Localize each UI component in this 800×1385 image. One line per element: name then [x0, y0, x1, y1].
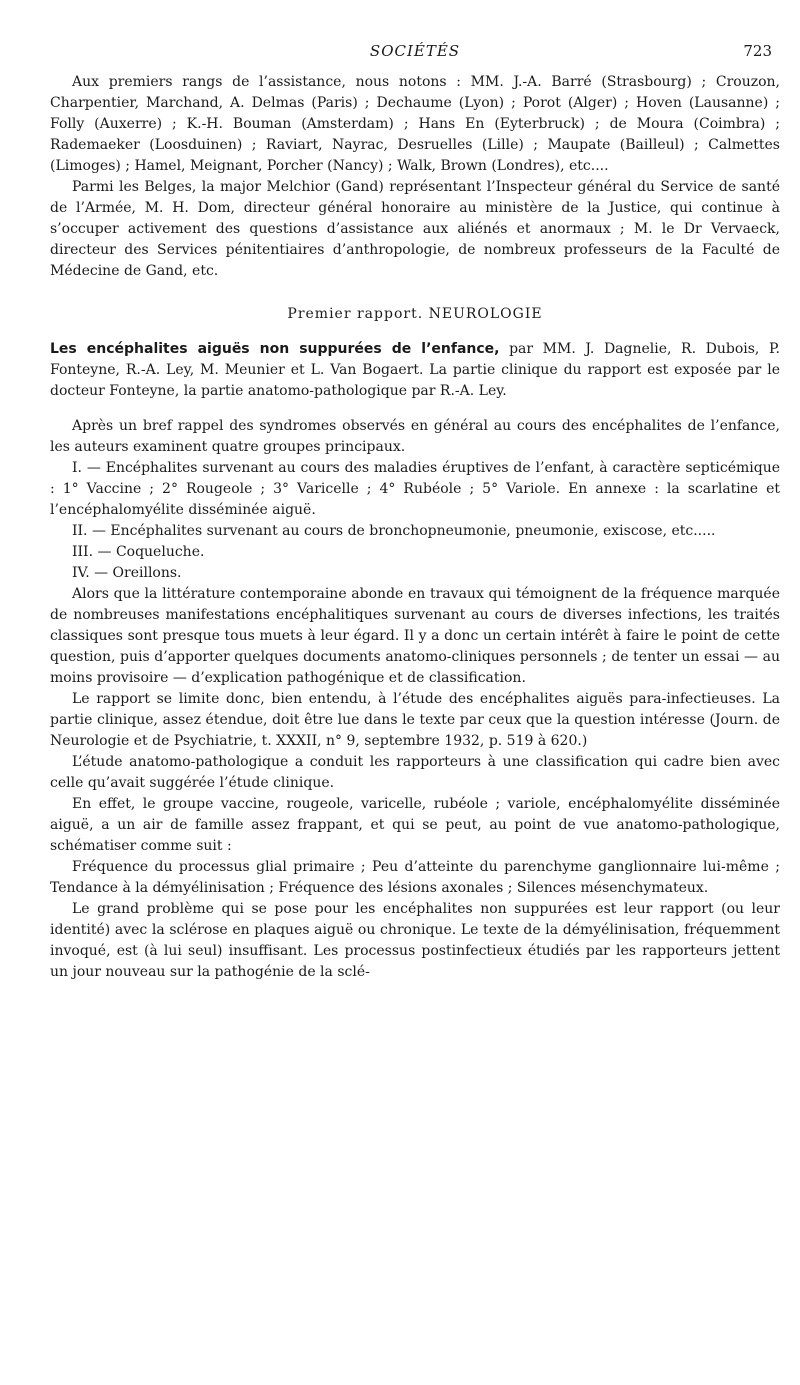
paragraph-problem: Le grand problème qui se pose pour les encéphalites non suppurées est leur rapport (ou leur identité) avec la sclérose en plaques aiguë ou chronique. Le texte de la démyélinisation, fréquemment invoqué, est (à lui seul) insuffisant. Les processus postinfectieux étudiés par les rapporteurs jettent un jour nouveau sur la pathogénie de la sclé- — [50, 901, 780, 980]
paragraph-intro: Après un bref rappel des syndromes observés en général au cours des encéphalites de l’enfance, les auteurs examinent quatre groupes principaux. — [50, 418, 780, 455]
page-number: 723 — [743, 42, 772, 60]
report-paragraph — [50, 339, 780, 402]
section-heading: Premier rapport. NEUROLOGIE — [287, 306, 543, 322]
paragraph-attendance: Aux premiers rangs de l’assistance, nous notons : MM. J.-A. Barré (Strasbourg) ; Crouzon, Charpentier, Marchand, A. Delmas (Paris) ; Dechaume (Lyon) ; Porot (Alger) ; Hoven (Lausanne) ; Folly (Auxerre) ; K.-H. Bouman (Amsterdam) ; Hans En (Eyterbruck) ; de Moura (Coimbra) ; Rademaeker (Loosduinen) ; Raviart, Nayrac, Desruelles (Lille) ; Maupate (Bailleul) ; Calmettes (Limoges) ; Hamel, Meignant, Porcher (Nancy) ; Walk, Brown (Londres), etc.... — [50, 74, 780, 174]
report-authors: par MM. J. Dagnelie, R. Dubois, P. Fonteyne, R.-A. Ley, M. Meunier et L. Van Bogaert. La partie clinique du rapport est exposée par le docteur Fonteyne, la partie anatomo-pathologique par R.-A. Ley. — [50, 341, 780, 399]
group-item: III. — Coqueluche. — [72, 544, 205, 560]
running-head — [50, 42, 780, 72]
spacer — [50, 402, 780, 416]
body-text — [50, 72, 780, 983]
paragraph-belgians: Parmi les Belges, la major Melchior (Gand) représentant l’Inspecteur général du Service de santé de l’Armée, M. H. Dom, directeur général honoraire au ministère de la Justice, qui continue à s’occuper activement des questions d’assistance aux aliénés et anormaux ; M. le Dr Vervaeck, directeur des Services pénitentiaires d’anthropologie, de nombreux professeurs de la Faculté de Médecine de Gand, etc. — [50, 179, 780, 279]
paragraph-vaccine-group: En effet, le groupe vaccine, rougeole, varicelle, rubéole ; variole, encéphalomyélite disséminée aiguë, a un air de famille assez frappant, et qui se peut, au point de vue anatomo-pathologique, schématiser comme suit : — [50, 796, 780, 854]
paragraph-literature: Alors que la littérature contemporaine abonde en travaux qui témoignent de la fréquence marquée de nombreuses manifestations encéphalitiques survenant au cours de diverses infections, les traités classiques sont presque tous muets à leur égard. Il y a donc un certain intérêt à faire le point de cette question, puis d’apporter quelques documents anatomo-cliniques personnels ; de tenter un essai — au moins provisoire — d’explication pathogénique et de classification. — [50, 586, 780, 686]
group-item: II. — Encéphalites survenant au cours de bronchopneumonie, pneumonie, exiscose, etc..... — [72, 523, 716, 539]
group-item: IV. — Oreillons. — [72, 565, 182, 581]
document-page — [50, 42, 780, 1362]
group-item: I. — Encéphalites survenant au cours des maladies éruptives de l’enfant, à caractère septicémique : 1° Vaccine ; 2° Rougeole ; 3° Varicelle ; 4° Rubéole ; 5° Variole. En annexe : la scarlatine et l’encéphalomyélite disséminée aiguë. — [50, 460, 780, 518]
paragraph-report-scope: Le rapport se limite donc, bien entendu, à l’étude des encéphalites aiguës para-infectieuses. La partie clinique, assez étendue, doit être lue dans le texte par ceux que la question intéresse (Journ. de Neurologie et de Psychiatrie, t. XXXII, n° 9, septembre 1932, p. 519 à 620.) — [50, 691, 780, 749]
paragraph-anatomo-study: L’étude anatomo-pathologique a conduit les rapporteurs à une classification qui cadre bien avec celle qu’avait suggérée l’étude clinique. — [50, 754, 780, 791]
report-title: Les encéphalites aiguës non suppurées de l’enfance, — [50, 341, 500, 357]
running-title: SOCIÉTÉS — [369, 42, 461, 60]
paragraph-frequency: Fréquence du processus glial primaire ; Peu d’atteinte du parenchyme ganglionnaire lui-même ; Tendance à la démyélinisation ; Fréquence des lésions axonales ; Silences mésenchymateux. — [50, 859, 780, 896]
